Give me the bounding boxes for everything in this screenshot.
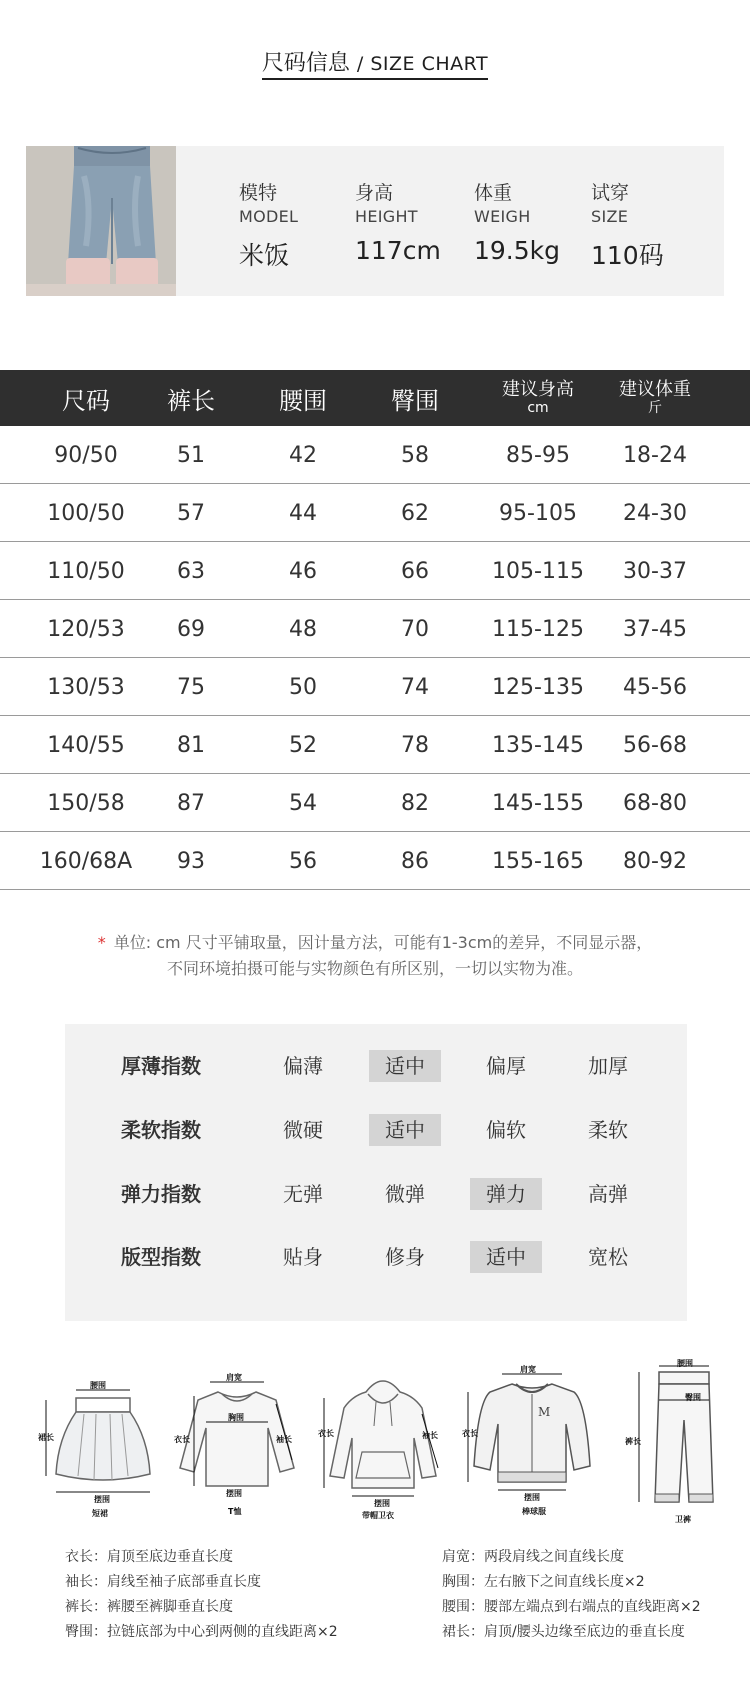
table-cell: 24-30 — [623, 501, 687, 526]
header-size: 尺码 — [62, 386, 110, 415]
index-option: 微硬 — [283, 1118, 323, 1142]
model-col-weight — [474, 178, 560, 265]
index-option: 修身 — [385, 1245, 425, 1269]
table-cell: 78 — [401, 733, 429, 758]
index-option: 贴身 — [283, 1245, 323, 1269]
index-row — [65, 1176, 687, 1212]
tshirt-diagram — [170, 1368, 305, 1518]
hoodie-icon — [318, 1368, 448, 1518]
table-row — [0, 658, 750, 716]
table-cell: 105-115 — [492, 559, 584, 584]
table-cell: 86 — [401, 849, 429, 874]
table-cell: 52 — [289, 733, 317, 758]
header-suggested-weight-unit: 斤 — [648, 400, 662, 416]
skirt-label-waist: 腰围 — [90, 1381, 106, 1390]
index-option: 偏软 — [486, 1118, 526, 1142]
measurement-note — [0, 930, 750, 982]
index-option-selected: 适中 — [369, 1050, 441, 1082]
definition-item: 裤长：裤腰至裤脚垂直长度 — [65, 1599, 233, 1615]
svg-text:M: M — [538, 1405, 551, 1419]
table-cell: 51 — [177, 443, 205, 468]
table-cell: 70 — [401, 617, 429, 642]
jacket-label-shoulder: 肩宽 — [520, 1365, 536, 1374]
header-waist: 腰围 — [279, 386, 327, 415]
tshirt-name: T恤 — [228, 1507, 242, 1516]
index-option: 微弹 — [385, 1182, 425, 1206]
table-row — [0, 832, 750, 890]
table-cell: 120/53 — [47, 617, 125, 642]
table-cell: 81 — [177, 733, 205, 758]
header-suggested-height — [502, 370, 574, 426]
jacket-label-hem: 摆围 — [524, 1493, 540, 1502]
title-en: / SIZE CHART — [356, 53, 489, 75]
tshirt-label-sleeve: 袖长 — [276, 1435, 292, 1444]
table-cell: 80-92 — [623, 849, 687, 874]
index-option: 高弹 — [588, 1182, 628, 1206]
definition-item: 胸围：左右腋下之间直线长度×2 — [442, 1574, 645, 1590]
size-table-body — [0, 426, 750, 890]
tshirt-label-length: 衣长 — [174, 1435, 190, 1444]
table-cell: 50 — [289, 675, 317, 700]
fabric-index-panel — [65, 1024, 687, 1321]
model-col-size — [591, 178, 664, 272]
jeans-photo-icon — [26, 146, 176, 296]
table-cell: 95-105 — [499, 501, 577, 526]
weight-label-cn: 体重 — [474, 182, 513, 204]
model-col-height — [355, 178, 441, 265]
definition-item: 裙长：肩顶/腰头边缘至底边的垂直长度 — [442, 1624, 685, 1640]
header-pants-length: 裤长 — [167, 386, 215, 415]
table-row — [0, 542, 750, 600]
header-hip: 臀围 — [391, 386, 439, 415]
index-option-selected: 弹力 — [470, 1178, 542, 1210]
table-row — [0, 716, 750, 774]
header-suggested-height-unit: cm — [527, 400, 549, 416]
jacket-diagram — [462, 1362, 602, 1516]
hoodie-name: 带帽卫衣 — [362, 1511, 394, 1520]
table-cell: 110/50 — [47, 559, 125, 584]
table-cell: 135-145 — [492, 733, 584, 758]
table-cell: 44 — [289, 501, 317, 526]
definitions-left — [65, 1545, 338, 1645]
definition-item: 臀围：拉链底部为中心到两侧的直线距离×2 — [65, 1624, 338, 1640]
definition-item: 肩宽：两段肩线之间直线长度 — [442, 1549, 624, 1565]
hoodie-label-sleeve: 袖长 — [422, 1431, 438, 1440]
index-row — [65, 1239, 687, 1275]
index-label: 厚薄指数 — [121, 1054, 201, 1078]
table-cell: 57 — [177, 501, 205, 526]
index-option: 加厚 — [588, 1054, 628, 1078]
index-option-selected: 适中 — [470, 1241, 542, 1273]
definition-item: 袖长：肩线至袖子底部垂直长度 — [65, 1574, 261, 1590]
pants-label-length: 裤长 — [625, 1437, 641, 1446]
table-cell: 74 — [401, 675, 429, 700]
note-line-1: 单位: cm 尺寸平铺取量，因计量方法，可能有1-3cm的差异，不同显示器， — [113, 933, 653, 952]
table-cell: 150/58 — [47, 791, 125, 816]
index-option: 偏厚 — [486, 1054, 526, 1078]
table-cell: 68-80 — [623, 791, 687, 816]
definitions-right — [442, 1545, 701, 1645]
table-cell: 93 — [177, 849, 205, 874]
index-option: 偏薄 — [283, 1054, 323, 1078]
height-label-cn: 身高 — [355, 182, 394, 204]
table-row — [0, 484, 750, 542]
definition-item: 衣长：肩顶至底边垂直长度 — [65, 1549, 233, 1565]
table-cell: 18-24 — [623, 443, 687, 468]
table-cell: 58 — [401, 443, 429, 468]
definition-item: 腰围：腰部左端点到右端点的直线距离×2 — [442, 1599, 701, 1615]
weight-value: 19.5kg — [474, 236, 561, 265]
model-col-name — [239, 178, 298, 272]
table-cell: 48 — [289, 617, 317, 642]
table-cell: 145-155 — [492, 791, 584, 816]
table-cell: 46 — [289, 559, 317, 584]
table-cell: 63 — [177, 559, 205, 584]
header-suggested-height-label: 建议身高 — [502, 379, 574, 400]
table-cell: 56-68 — [623, 733, 687, 758]
tshirt-label-chest: 胸围 — [228, 1413, 244, 1422]
table-cell: 37-45 — [623, 617, 687, 642]
table-cell: 160/68A — [39, 849, 133, 874]
header-suggested-weight-label: 建议体重 — [619, 379, 691, 400]
size-label-en: SIZE — [591, 207, 629, 226]
table-cell: 56 — [289, 849, 317, 874]
table-cell: 140/55 — [47, 733, 125, 758]
index-row — [65, 1112, 687, 1148]
index-option: 柔软 — [588, 1118, 628, 1142]
pants-diagram — [625, 1359, 735, 1524]
model-label-en: MODEL — [239, 207, 299, 226]
size-value: 110码 — [591, 241, 664, 270]
pants-label-hip: 臀围 — [685, 1393, 701, 1402]
table-cell: 75 — [177, 675, 205, 700]
model-label-cn: 模特 — [239, 182, 278, 204]
table-cell: 115-125 — [492, 617, 584, 642]
table-cell: 90/50 — [54, 443, 118, 468]
hoodie-label-hem: 摆围 — [374, 1499, 390, 1508]
title-cn: 尺码信息 — [261, 51, 350, 76]
height-value: 117cm — [355, 236, 441, 265]
table-cell: 85-95 — [506, 443, 570, 468]
index-label: 柔软指数 — [121, 1118, 201, 1142]
model-value: 米饭 — [239, 241, 290, 270]
baseball-jacket-icon — [462, 1362, 602, 1512]
index-option: 宽松 — [588, 1245, 628, 1269]
index-option-selected: 适中 — [369, 1114, 441, 1146]
table-cell: 66 — [401, 559, 429, 584]
index-label: 弹力指数 — [121, 1182, 201, 1206]
index-label: 版型指数 — [121, 1245, 201, 1269]
header-suggested-weight — [619, 370, 691, 426]
table-cell: 87 — [177, 791, 205, 816]
page-title — [0, 46, 750, 77]
model-info-panel — [26, 146, 724, 296]
note-star: * — [97, 933, 106, 952]
table-cell: 42 — [289, 443, 317, 468]
table-row — [0, 426, 750, 484]
hoodie-diagram — [318, 1368, 448, 1518]
index-row — [65, 1048, 687, 1084]
table-cell: 62 — [401, 501, 429, 526]
pants-label-waist: 腰围 — [677, 1359, 693, 1368]
hoodie-label-length: 衣长 — [318, 1429, 334, 1438]
table-cell: 100/50 — [47, 501, 125, 526]
table-row — [0, 774, 750, 832]
skirt-label-hem: 摆围 — [94, 1495, 110, 1504]
table-cell: 125-135 — [492, 675, 584, 700]
pants-name: 卫裤 — [675, 1515, 691, 1524]
table-cell: 130/53 — [47, 675, 125, 700]
weight-label-en: WEIGH — [474, 207, 531, 226]
size-table-header — [0, 370, 750, 426]
jacket-label-length: 衣长 — [462, 1429, 478, 1438]
table-cell: 45-56 — [623, 675, 687, 700]
table-cell: 155-165 — [492, 849, 584, 874]
tshirt-label-hem: 摆围 — [226, 1489, 242, 1498]
skirt-label-length: 裙长 — [38, 1433, 54, 1442]
table-cell: 69 — [177, 617, 205, 642]
tshirt-label-shoulder: 肩宽 — [226, 1373, 242, 1382]
skirt-name: 短裙 — [92, 1509, 108, 1518]
table-cell: 30-37 — [623, 559, 687, 584]
table-cell: 54 — [289, 791, 317, 816]
note-line-2: 不同环境拍摄可能与实物颜色有所区别，一切以实物为准。 — [166, 959, 583, 978]
table-row — [0, 600, 750, 658]
size-label-cn: 试穿 — [591, 182, 630, 204]
size-table — [0, 370, 750, 890]
jacket-name: 棒球服 — [522, 1507, 546, 1516]
table-cell: 82 — [401, 791, 429, 816]
index-option: 无弹 — [283, 1182, 323, 1206]
skirt-diagram — [36, 1368, 171, 1518]
height-label-en: HEIGHT — [355, 207, 418, 226]
jogger-pants-icon — [625, 1362, 735, 1522]
